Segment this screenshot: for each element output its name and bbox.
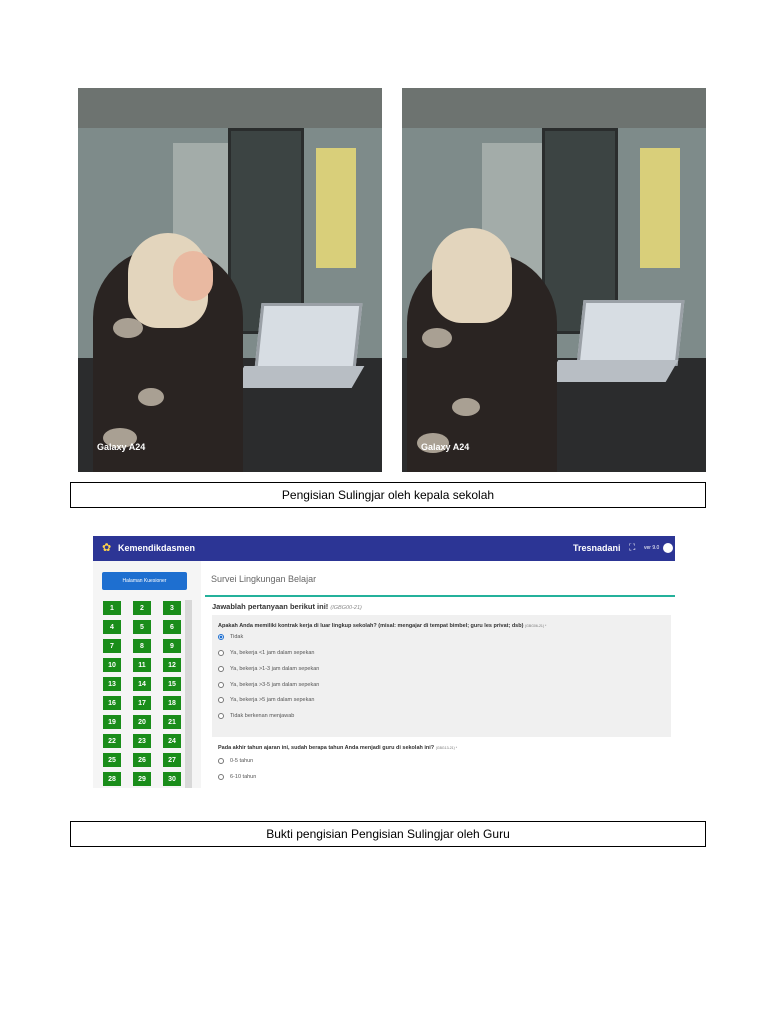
photo-principal-filling-survey: [78, 88, 382, 472]
question-number-grid: [103, 601, 183, 788]
questionnaire-page-button[interactable]: Halaman Kuesioner: [102, 572, 187, 590]
question-number-23[interactable]: 23: [133, 734, 151, 748]
question-number-6[interactable]: 6: [163, 620, 181, 634]
question-number-3[interactable]: 3: [163, 601, 181, 615]
heading-code: (IGBG00-21): [330, 605, 362, 611]
question-number-15[interactable]: 15: [163, 677, 181, 691]
option-tidak[interactable]: Tidak: [218, 634, 243, 640]
app-header: [93, 536, 675, 561]
option-3-5[interactable]: Ya, bekerja >3-5 jam dalam sepekan: [218, 682, 319, 688]
question-number-26[interactable]: 26: [133, 753, 151, 767]
photo-principal-filling-survey-2: [402, 88, 706, 472]
question-number-30[interactable]: 30: [163, 772, 181, 786]
app-brand: Kemendikdasmen: [118, 543, 196, 553]
option-decline[interactable]: Tidak berkenan menjawab: [218, 713, 294, 719]
radio-icon[interactable]: [218, 666, 224, 672]
question-number-28[interactable]: 28: [103, 772, 121, 786]
question-number-17[interactable]: 17: [133, 696, 151, 710]
question-number-9[interactable]: 9: [163, 639, 181, 653]
option-1-3[interactable]: Ya, bekerja >1-3 jam dalam sepekan: [218, 666, 319, 672]
question-number-13[interactable]: 13: [103, 677, 121, 691]
version-label: ver 9.0: [644, 545, 660, 551]
question-number-1[interactable]: 1: [103, 601, 121, 615]
question-number-8[interactable]: 8: [133, 639, 151, 653]
camera-watermark: Galaxy A24: [97, 442, 146, 452]
user-name: Tresnadani: [573, 543, 621, 553]
question-number-2[interactable]: 2: [133, 601, 151, 615]
question-number-19[interactable]: 19: [103, 715, 121, 729]
question-number-21[interactable]: 21: [163, 715, 181, 729]
question-number-27[interactable]: 27: [163, 753, 181, 767]
question-number-10[interactable]: 10: [103, 658, 121, 672]
option-6-10-tahun[interactable]: 6-10 tahun: [218, 774, 256, 780]
question-2-text: Pada akhir tahun ajaran ini, sudah berapa tahun Anda menjadi guru di sekolah ini? (GBG13-21) *: [218, 745, 458, 751]
caption-principal: Pengisian Sulingjar oleh kepala sekolah: [70, 482, 706, 508]
question-number-24[interactable]: 24: [163, 734, 181, 748]
question-number-7[interactable]: 7: [103, 639, 121, 653]
radio-icon[interactable]: [218, 697, 224, 703]
question-heading: Jawablah pertanyaan berikut ini! (IGBG00-21): [212, 602, 362, 611]
user-avatar-icon[interactable]: [663, 543, 673, 553]
question-number-16[interactable]: 16: [103, 696, 121, 710]
question-1-text: Apakah Anda memiliki kontrak kerja di luar lingkup sekolah? (misal: mengajar di tempat bimbel; guru les privat; dsb) (GBG06-21) *: [218, 623, 547, 629]
radio-icon[interactable]: [218, 758, 224, 764]
radio-icon[interactable]: [218, 650, 224, 656]
radio-icon[interactable]: [218, 682, 224, 688]
question-card: [212, 615, 671, 737]
question-number-20[interactable]: 20: [133, 715, 151, 729]
fullscreen-icon[interactable]: ⛶: [629, 542, 636, 552]
radio-icon[interactable]: [218, 774, 224, 780]
radio-icon[interactable]: [218, 713, 224, 719]
question-number-4[interactable]: 4: [103, 620, 121, 634]
question-number-5[interactable]: 5: [133, 620, 151, 634]
survey-content: [205, 565, 675, 788]
question-number-29[interactable]: 29: [133, 772, 151, 786]
survey-title: Survei Lingkungan Belajar: [211, 574, 317, 584]
option-gt5[interactable]: Ya, bekerja >5 jam dalam sepekan: [218, 697, 314, 703]
question-number-14[interactable]: 14: [133, 677, 151, 691]
caption-teacher: Bukti pengisian Pengisian Sulingjar oleh Guru: [70, 821, 706, 847]
question-number-25[interactable]: 25: [103, 753, 121, 767]
logo-icon: ✿: [102, 542, 112, 554]
question-number-12[interactable]: 12: [163, 658, 181, 672]
radio-selected-icon[interactable]: [218, 634, 224, 640]
option-0-5-tahun[interactable]: 0-5 tahun: [218, 758, 253, 764]
sidebar-scrollbar[interactable]: [185, 600, 192, 788]
option-lt1[interactable]: Ya, bekerja <1 jam dalam sepekan: [218, 650, 314, 656]
camera-watermark: Galaxy A24: [421, 442, 470, 452]
question-number-18[interactable]: 18: [163, 696, 181, 710]
question-sidebar: [93, 561, 201, 788]
question-number-11[interactable]: 11: [133, 658, 151, 672]
question-number-22[interactable]: 22: [103, 734, 121, 748]
survey-screenshot: [93, 536, 675, 788]
survey-title-bar: [205, 565, 675, 597]
